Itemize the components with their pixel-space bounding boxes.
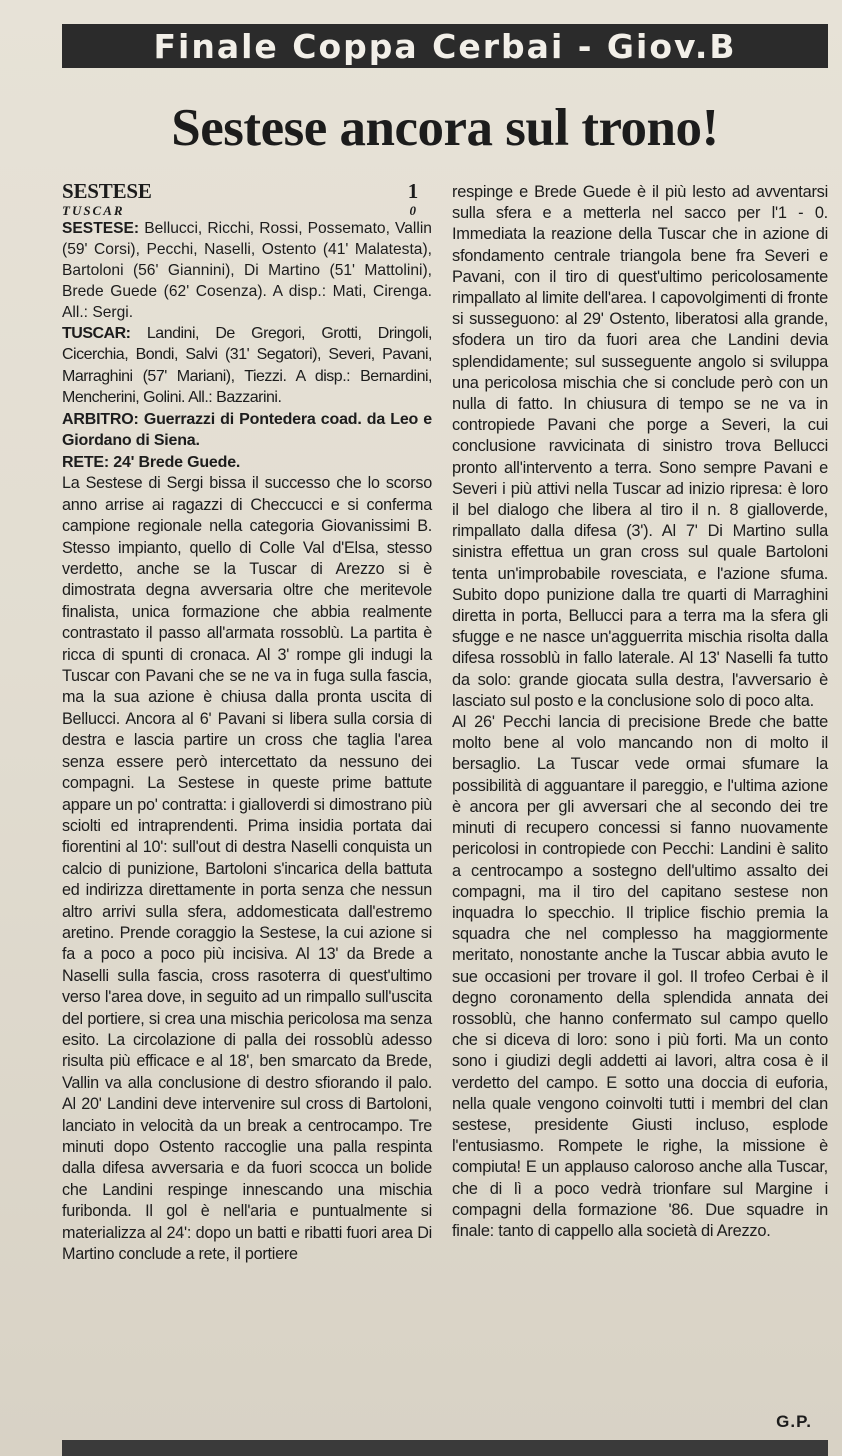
- right-column: [452, 182, 828, 1242]
- sestese-lineup: [62, 218, 432, 323]
- home-goals: 1: [407, 179, 418, 203]
- away-goals: 0: [409, 203, 418, 218]
- next-article-strip: [62, 1440, 828, 1456]
- away-score-row: [62, 204, 432, 218]
- goal-info: [62, 452, 432, 474]
- referee-label: ARBITRO:: [62, 410, 139, 428]
- home-score-row: [62, 178, 432, 204]
- tuscar-lineup-label: TUSCAR:: [62, 325, 131, 342]
- sestese-lineup-text: Bellucci, Ricchi, Rossi, Possemato, Vallin (59' Corsi), Pecchi, Naselli, Ostento (41' Malatesta), Bartoloni (56' Giannini), Di Martino (51' Mattolini), Brede Guede (62' Cosenza). A disp.: Mati, Cirenga. All.: Sergi.: [62, 220, 432, 321]
- sestese-lineup-label: SESTESE:: [62, 220, 140, 237]
- goal-label: RETE:: [62, 453, 110, 471]
- left-column: [62, 178, 432, 1265]
- goal-text: 24' Brede Guede.: [113, 453, 241, 471]
- article-body-right-p2: Al 26' Pecchi lancia di precisione Brede che batte molto bene al volo mancando non di molto il bersaglio. La Tuscar vede ormai sfumare la possibilità di agguantare il pareggio, e l'ultima azione è ancora per gli avversari che al secondo dei tre minuti di recupero concessi si fanno nuovamente pericolosi in contropiede con Pecchi: Landini è salito a centrocampo a sostegno dell'ultimo assalto dei compagni, ma il tiro del capitano sestese non inquadra lo specchio. Il triplice fischio premia la squadra che nel complesso ha maggiormente meritato, nonostante anche la Tuscar abbia avuto le sue occasioni per trovare il gol. Il trofeo Cerbai è il degno coronamento della splendida annata dei rossoblù, che hanno confermato sul campo quello che si diceva di loro: sono i più forti. Ma un conto sono i giudizi degli addetti ai lavori, altra cosa è il verdetto del campo. E sotto una doccia di euforia, nella quale vengono coinvolti tutti i membri del clan sestese, presidente Giusti incluso, esplode l'entusiasmo. Rompete le righe, la missione è compiuta! E un applauso caloroso anche alla Tuscar, che di lì a poco vedrà trionfare sul Margine i compagni della formazione '86. Due squadre in finale: tanto di cappello alla società di Arezzo.: [452, 713, 828, 1240]
- home-team-name: SESTESE: [62, 179, 152, 203]
- article-body-right-p1: respinge e Brede Guede è il più lesto ad avventarsi sulla sfera e a metterla nel sacco per l'1 - 0. Immediata la reazione della Tuscar che in azione di sfondamento centrale triangola bene fra Severi e Pavani, con il tiro di quest'ultimo pericolosamente rimpallato al limite dell'area. I capovolgimenti di fronte si susseguono: al 29' Ostento, liberatosi alla grande, sfodera un tiro da fuori area che Landini devia splendidamente; sul susseguente angolo si sviluppa una pericolosa mischia che si conclude però con un nulla di fatto. In chiusura di tempo se ne va in contropiede Pavani che porge a Severi, la cui conclusione ravvicinata di sinistro trova Bellucci pronto all'intervento a terra. Sono sempre Pavani e Severi i più attivi nella Tuscar ad inizio ripresa: è loro il bel dialogo che libera al tiro il n. 8 gialloverde, rimpallato dalla difesa (3'). Al 7' Di Martino sulla sinistra effettua un gran cross sul quale Bartoloni tenta un'improbabile rovesciata, e l'azione sfuma. Subito dopo punizione dalla tre quarti di Marraghini diretta in porta, Bellucci para a terra ma la sfera gli sfugge e ne nasce un'agguerrita mischia risolta dalla difesa rossoblù in fallo laterale. Al 13' Naselli fa tutto da solo: grande giocata sulla destra, l'avversario è lasciato sul posto e la conclusione solo di poco alta.: [452, 183, 828, 710]
- author-signature: G.P.: [776, 1412, 812, 1431]
- referee-info: [62, 409, 432, 452]
- tuscar-lineup: [62, 323, 432, 409]
- headline: Sestese ancora sul trono!: [171, 99, 719, 157]
- referee-text: Guerrazzi di Pontedera coad. da Leo e Giordano di Siena.: [62, 410, 432, 450]
- tuscar-lineup-text: Landini, De Gregori, Grotti, Dringoli, Cicerchia, Bondi, Salvi (31' Segatori), Severi, Pavani, Marraghini (57' Mariani), Tiezzi. A disp.: Bernardini, Mencherini, Golini. All.: Bazzarini.: [62, 325, 432, 407]
- article-body-left: La Sestese di Sergi bissa il successo che lo scorso anno arrise ai ragazzi di Checcucci e si conferma campione regionale nella categoria Giovanissimi B. Stesso impianto, quello di Colle Val d'Elsa, stesso verdetto, anche se la Tuscar di Arezzo si è dimostrata degna avversaria oltre che meritevole finalista, unica formazione che abbia realmente contrastato il passo all'armata rossoblù. La partita è ricca di spunti di cronaca. Al 3' rompe gli indugi la Tuscar con Pavani che se ne va in fuga sulla fascia, ma la sua azione è chiusa dalla pronta uscita di Bellucci. Ancora al 6' Pavani si libera sulla corsia di destra e lascia partire un cross che taglia l'area senza essere però intercettato da nessuno dei compagni. La Sestese in queste prime battute appare un po' contratta: i gialloverdi si dimostrano più sciolti ed intraprendenti. Prima insidia portata dai fiorentini al 10': sull'out di destra Naselli conquista un calcio di punizione, Bartoloni s'incarica della battuta ed indirizza direttamente in porta senza che nessun altro arrivi sulla sfera, addomesticata dall'estremo aretino. Prende coraggio la Sestese, la cui azione si fa a poco a poco più incisiva. Al 13' da Brede a Naselli sulla fascia, cross rasoterra di quest'ultimo verso l'area dove, in seguito ad un rimpallo sull'uscita del portiere, si crea una mischia pericolosa ma senza esito. La circolazione di palla dei rossoblù adesso risulta più efficace e al 18', ben smarcato da Brede, Vallin va alla conclusione di destro sfiorando il palo. Al 20' Landini deve intervenire sul cross di Bartoloni, lanciato in velocità da un break a centrocampo. Tre minuti dopo Ostento raccoglie una palla respinta dalla difesa avversaria e da fuori scocca un bolide che Landini respinge innescando una mischia furibonda. Il gol è nell'aria e puntualmente si materializza al 24': dopo un batti e ribatti fuori area Di Martino conclude a rete, il portiere: [62, 474, 432, 1264]
- section-banner: Finale Coppa Cerbai - Giov.B: [62, 24, 828, 68]
- away-team-name: TUSCAR: [62, 203, 125, 218]
